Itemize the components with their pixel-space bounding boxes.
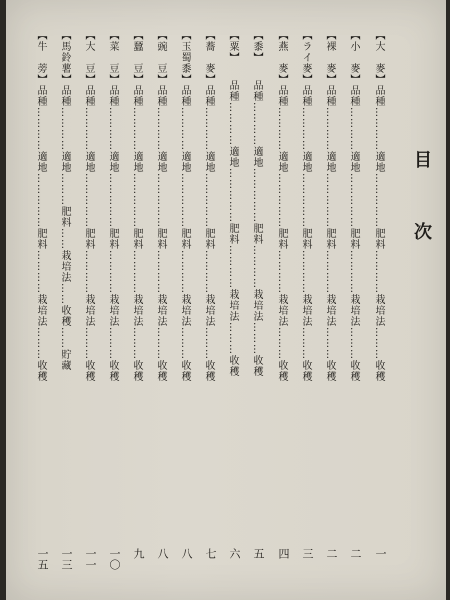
- page-number: 二: [349, 548, 362, 559]
- page-number: 一五: [36, 548, 49, 570]
- toc-entry: 【大 豆】品種…………適地……………肥料…………栽培法………收穫: [83, 30, 94, 382]
- toc-entry: 【牛 蒡】品種…………適地……………肥料…………栽培法………收穫: [35, 30, 46, 382]
- toc-entry: 【菜 豆】品種…………適地……………肥料…………栽培法………收穫: [107, 30, 118, 382]
- toc-entry: 【黍】 品種…………適地……………肥料…………栽培法………收穫: [251, 30, 262, 377]
- page-number: 一一: [84, 548, 97, 570]
- toc-entry: 【裸 麥】品種…………適地……………肥料…………栽培法………收穫: [324, 30, 335, 382]
- page-number: 八: [156, 548, 169, 559]
- page-number: 二: [325, 548, 338, 559]
- toc-entry: 【豌 豆】品種…………適地……………肥料…………栽培法………收穫: [155, 30, 166, 382]
- toc-entry: 【粟】 品種…………適地……………肥料…………栽培法………收穫: [227, 30, 238, 377]
- page-number: 六: [228, 548, 241, 559]
- page-number: 一〇: [108, 548, 121, 570]
- toc-entry: 【蕎 麥】品種…………適地……………肥料…………栽培法………收穫: [203, 30, 214, 382]
- toc-title-char-1: 目: [411, 150, 432, 168]
- page-number: 一: [374, 548, 387, 559]
- page-number: 一三: [60, 548, 73, 570]
- toc-entry: 【小 麥】品種…………適地……………肥料…………栽培法………收穫: [348, 30, 359, 382]
- toc-entry: 【玉蜀黍】品種…………適地……………肥料…………栽培法………收穫: [179, 30, 190, 382]
- toc-page: [6, 0, 446, 600]
- page-number: 八: [180, 548, 193, 559]
- page-number: 五: [252, 548, 265, 559]
- toc-entry: 【燕 麥】品種…………適地……………肥料…………栽培法………收穫: [276, 30, 287, 382]
- page-number: 三: [301, 548, 314, 559]
- page-number: 四: [277, 548, 290, 559]
- toc-entry: 【大 麥】品種…………適地……………肥料…………栽培法………收穫: [373, 30, 384, 382]
- toc-entry: 【蠶 豆】品種…………適地……………肥料…………栽培法………收穫: [131, 30, 142, 382]
- page-number: 七: [204, 548, 217, 559]
- page-number: 九: [132, 548, 145, 559]
- toc-entry: 【馬鈴薯】品種…………適地………肥料……栽培法……收穫……貯藏: [59, 30, 70, 371]
- toc-title-char-2: 次: [411, 222, 432, 240]
- toc-entry: 【ライ麥】品種…………適地……………肥料…………栽培法………收穫: [300, 30, 311, 382]
